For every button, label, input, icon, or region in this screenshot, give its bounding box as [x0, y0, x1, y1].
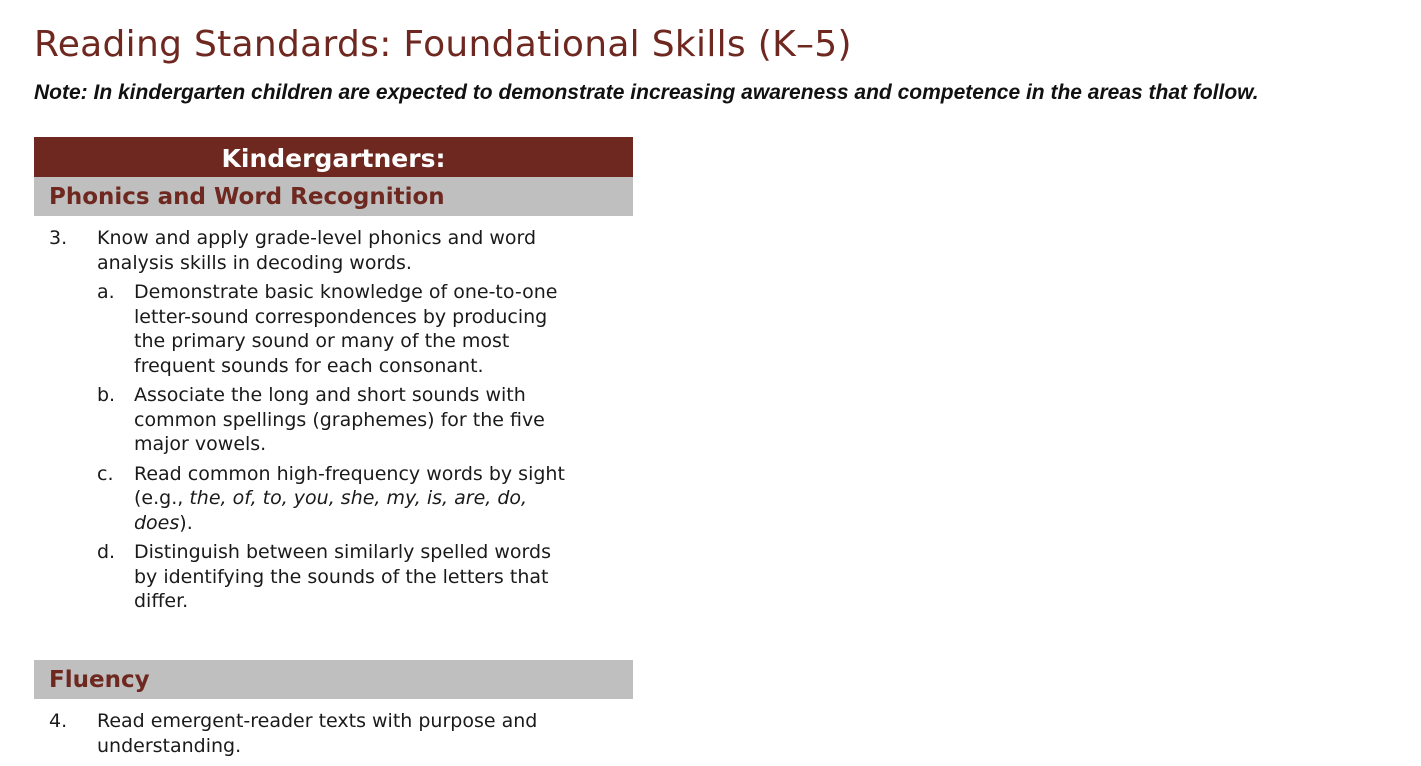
substandard-d: [97, 540, 567, 614]
substandard-text-tail: ).: [179, 511, 193, 534]
substandard-text: Associate the long and short sounds with common spellings (graphemes) for the five major vowels.: [134, 384, 545, 455]
standard-text: Read emergent-reader texts with purpose and understanding.: [97, 710, 538, 757]
kindergarten-note: Note: In kindergarten children are expected to demonstrate increasing awareness and competence in the areas that follow.: [34, 81, 1259, 104]
substandard-text-lead: Read common high-frequency words by sight (e.g.,: [134, 462, 565, 509]
substandard-letter: d.: [97, 541, 116, 563]
substandard-text: Demonstrate basic knowledge of one-to-one letter-sound correspondences by producing the primary sound or many of the most frequent sounds for each consonant.: [134, 281, 558, 377]
standard-text: Know and apply grade-level phonics and word analysis skills in decoding words.: [97, 227, 537, 274]
substandard-text: [134, 462, 567, 536]
example-words: the, of, to, you, she, my, is, are, do, does: [134, 487, 528, 534]
fluency-section: [34, 660, 633, 758]
substandard-text: Distinguish between similarly spelled words by identifying the sounds of the letters that differ.: [134, 541, 551, 612]
substandard-b: [97, 383, 567, 457]
substandard-list: [97, 280, 633, 614]
substandard-a: [97, 280, 567, 378]
page-title: Reading Standards: Foundational Skills (K–5): [34, 24, 852, 65]
substandard-c: [97, 462, 567, 536]
standards-column: [34, 137, 633, 757]
standard-number: 3.: [49, 227, 68, 249]
substandard-letter: a.: [97, 281, 115, 303]
substandard-letter: c.: [97, 462, 114, 485]
substandard-letter: b.: [97, 384, 116, 406]
standard-4: [34, 709, 633, 758]
standard-number: 4.: [49, 710, 68, 732]
grade-header: Kindergartners:: [34, 137, 633, 177]
standard-3: [34, 226, 633, 614]
section-heading-fluency: Fluency: [34, 660, 633, 699]
section-heading-phonics: Phonics and Word Recognition: [34, 177, 633, 216]
